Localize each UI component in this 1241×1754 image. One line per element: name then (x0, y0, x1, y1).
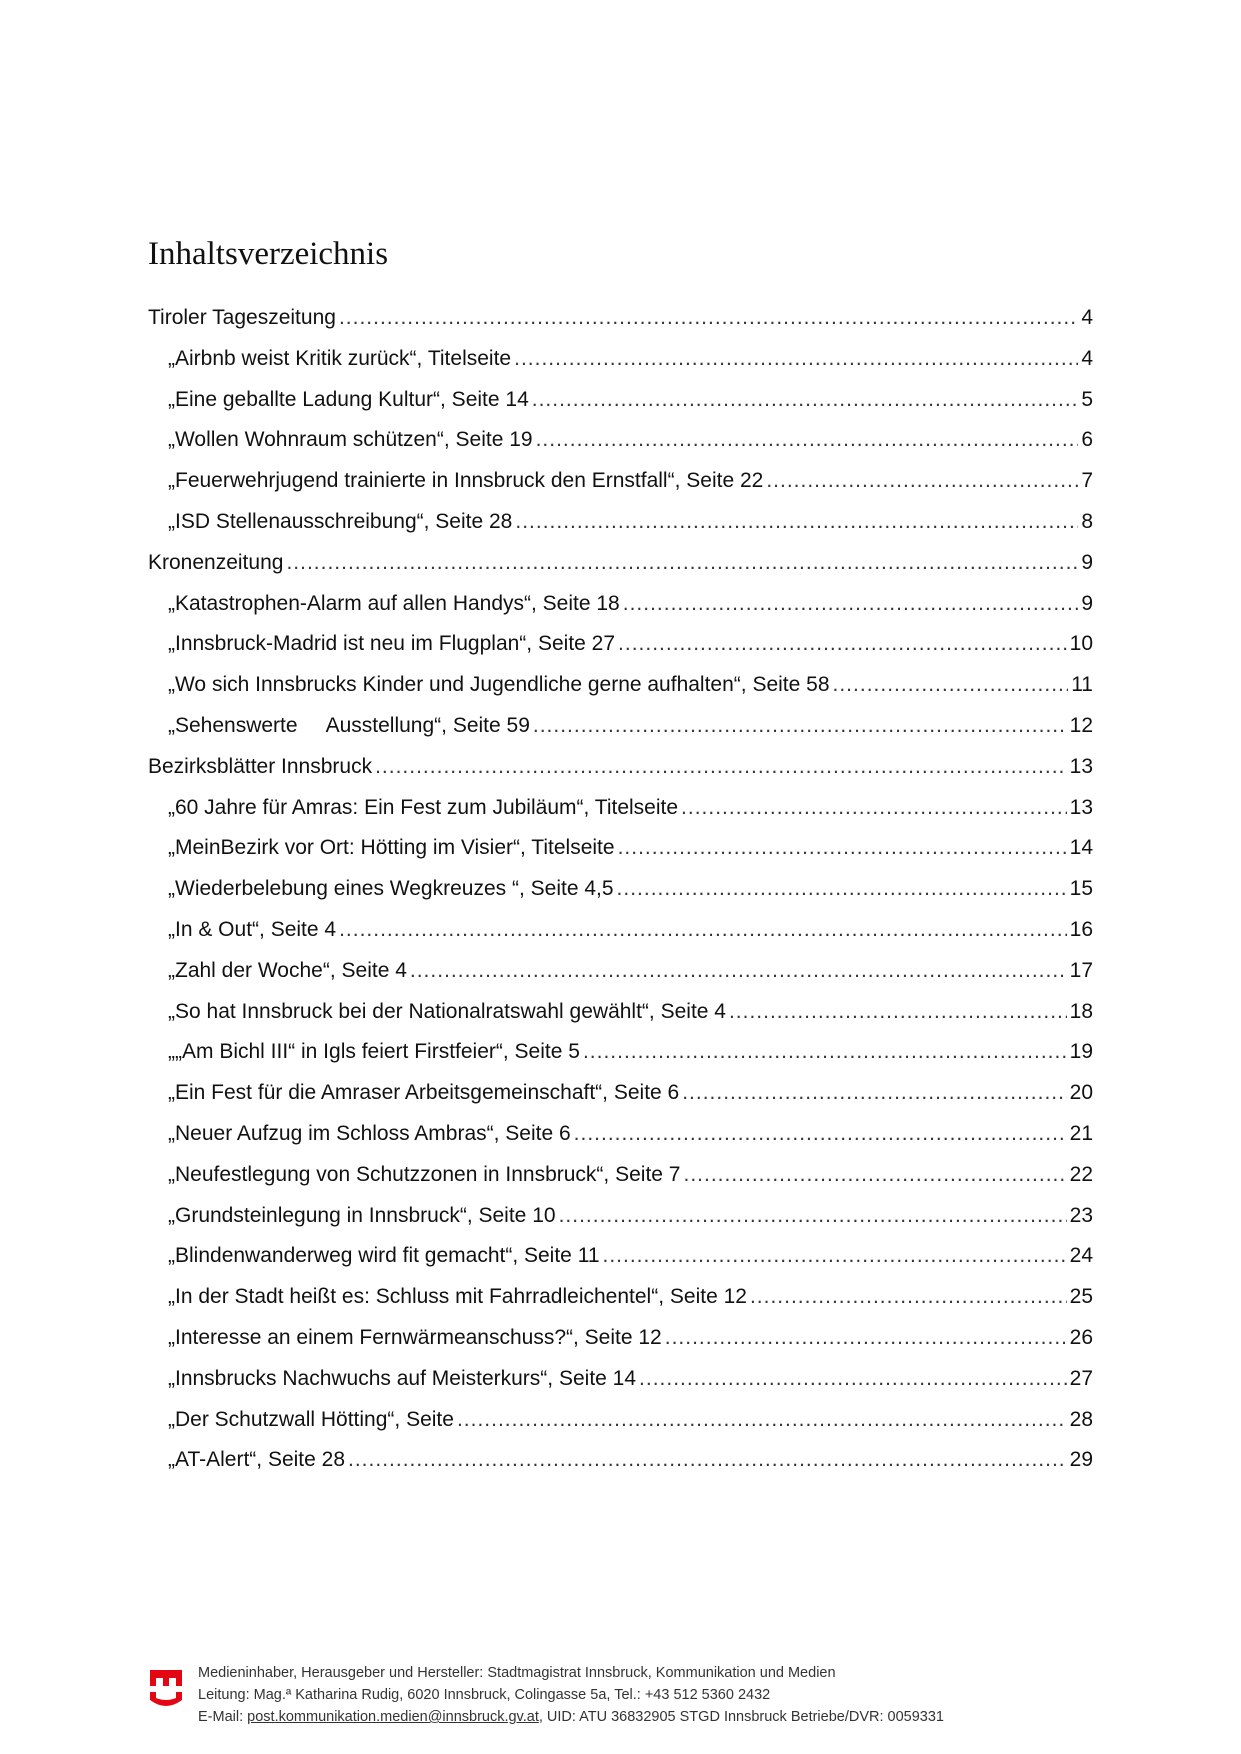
page-title: Inhaltsverzeichnis (148, 236, 389, 272)
dot-leader (514, 347, 1078, 371)
toc-article-entry[interactable] (148, 1408, 1093, 1449)
toc-page-number: 26 (1069, 1325, 1093, 1349)
toc-article-entry[interactable] (148, 836, 1093, 877)
toc-entry-label: „Zahl der Woche“, Seite 4 (168, 958, 407, 982)
toc-entry-label: „Wiederbelebung eines Wegkreuzes “, Seite 4,5 (168, 877, 614, 901)
toc-entry-label: „Neuer Aufzug im Schloss Ambras“, Seite 6 (168, 1121, 571, 1145)
toc-page-number: 16 (1069, 917, 1093, 941)
toc-article-entry[interactable] (148, 632, 1093, 673)
dot-leader (457, 1408, 1067, 1432)
dot-leader (348, 1448, 1067, 1472)
dot-leader (515, 510, 1078, 534)
toc-entry-label: „Katastrophen-Alarm auf allen Handys“, Seite 18 (168, 591, 620, 615)
toc-entry-label: „Der Schutzwall Hötting“, Seite (168, 1407, 454, 1431)
toc-page-number: 4 (1081, 306, 1093, 329)
toc-entry-label: „Neufestlegung von Schutzzonen in Innsbruck“, Seite 7 (168, 1162, 681, 1186)
dot-leader (639, 1367, 1067, 1391)
toc-article-entry[interactable] (148, 1040, 1093, 1081)
toc-entry-label: „Sehenswerte Ausstellung“, Seite 59 (168, 713, 530, 737)
dot-leader (603, 1244, 1067, 1268)
dot-leader (533, 714, 1067, 738)
footer-contact: E-Mail: post.kommunikation.medien@innsbruck.gv.at, UID: ATU 36832905 STGD Innsbruck Betriebe/DVR: 0059331 (198, 1709, 944, 1725)
toc-page-number: 6 (1081, 428, 1093, 452)
toc-article-entry[interactable] (148, 1285, 1093, 1326)
toc-page-number: 23 (1069, 1203, 1093, 1227)
toc-article-entry[interactable] (148, 1367, 1093, 1408)
toc-article-entry[interactable] (148, 592, 1093, 633)
toc-section-entry[interactable] (148, 551, 1093, 592)
toc-article-entry[interactable] (148, 959, 1093, 1000)
dot-leader (681, 796, 1067, 820)
toc-page-number: 9 (1081, 550, 1093, 574)
toc-entry-label: „Eine geballte Ladung Kultur“, Seite 14 (168, 387, 529, 411)
toc-article-entry[interactable] (148, 1326, 1093, 1367)
toc-entry-label: „Feuerwehrjugend trainierte in Innsbruck den Ernstfall“, Seite 22 (168, 469, 764, 493)
toc-article-entry[interactable] (148, 1448, 1093, 1489)
toc-page-number: 22 (1069, 1162, 1093, 1186)
dot-leader (683, 1163, 1066, 1187)
toc-page-number: 18 (1069, 999, 1093, 1023)
dot-leader (536, 428, 1079, 452)
dot-leader (750, 1285, 1067, 1309)
toc-entry-label: „Interesse an einem Fernwärmeanschuss?“, Seite 12 (168, 1325, 662, 1349)
email-link[interactable]: post.kommunikation.medien@innsbruck.gv.at (247, 1709, 539, 1725)
toc-entry-label: „Wo sich Innsbrucks Kinder und Jugendliche gerne aufhalten“, Seite 58 (168, 673, 830, 697)
toc-page-number: 14 (1069, 836, 1093, 860)
dot-leader (286, 551, 1078, 575)
toc-article-entry[interactable] (148, 918, 1093, 959)
toc-entry-label: „„Am Bichl III“ in Igls feiert Firstfeier“, Seite 5 (168, 1040, 580, 1064)
dot-leader (623, 592, 1079, 616)
toc-article-entry[interactable] (148, 673, 1093, 714)
toc-article-entry[interactable] (148, 510, 1093, 551)
innsbruck-logo-icon (150, 1668, 182, 1712)
toc-entry-label: „60 Jahre für Amras: Ein Fest zum Jubiläum“, Titelseite (168, 795, 679, 819)
footer-publisher: Medieninhaber, Herausgeber und Hersteller: Stadtmagistrat Innsbruck, Kommunikation und Medien (198, 1665, 836, 1681)
toc-article-entry[interactable] (148, 1081, 1093, 1122)
toc-section-entry[interactable] (148, 755, 1093, 796)
toc-page-number: 13 (1069, 795, 1093, 819)
toc-article-entry[interactable] (148, 1122, 1093, 1163)
toc-entry-label: Bezirksblätter Innsbruck (148, 754, 373, 778)
toc-entry-label: „So hat Innsbruck bei der Nationalratswahl gewählt“, Seite 4 (168, 999, 726, 1023)
toc-page-number: 27 (1069, 1366, 1093, 1390)
toc-entry-label: Tiroler Tageszeitung (148, 306, 336, 329)
toc-entry-label: „ISD Stellenausschreibung“, Seite 28 (168, 509, 513, 533)
toc-page-number: 25 (1069, 1285, 1093, 1309)
toc-article-entry[interactable] (148, 428, 1093, 469)
toc-page-number: 24 (1069, 1244, 1093, 1268)
footer (150, 1662, 944, 1728)
toc-page-number: 11 (1071, 673, 1093, 697)
toc-page-number: 20 (1069, 1081, 1093, 1105)
footer-management: Leitung: Mag.ª Katharina Rudig, 6020 Innsbruck, Colingasse 5a, Tel.: +43 512 5360 2432 (198, 1687, 771, 1703)
toc-entry-label: „Grundsteinlegung in Innsbruck“, Seite 10 (168, 1203, 556, 1227)
toc-article-entry[interactable] (148, 796, 1093, 837)
toc-section-entry[interactable] (148, 306, 1093, 347)
toc-entry-label: „Wollen Wohnraum schützen“, Seite 19 (168, 428, 533, 452)
toc-article-entry[interactable] (148, 1244, 1093, 1285)
dot-leader (766, 469, 1078, 493)
dot-leader (339, 306, 1078, 330)
toc-page-number: 21 (1069, 1121, 1093, 1145)
toc-entry-label: Kronenzeitung (148, 550, 284, 574)
toc-article-entry[interactable] (148, 469, 1093, 510)
toc-article-entry[interactable] (148, 1204, 1093, 1245)
toc-page-number: 28 (1069, 1407, 1093, 1431)
dot-leader (618, 836, 1067, 860)
dot-leader (682, 1081, 1066, 1105)
toc-entry-label: „Blindenwanderweg wird fit gemacht“, Seite 11 (168, 1244, 600, 1268)
dot-leader (833, 673, 1069, 697)
toc-page-number: 17 (1069, 958, 1093, 982)
dot-leader (339, 918, 1067, 942)
dot-leader (617, 877, 1067, 901)
toc-page-number: 12 (1069, 713, 1093, 737)
toc-page-number: 10 (1069, 632, 1093, 656)
toc-article-entry[interactable] (148, 714, 1093, 755)
toc-article-entry[interactable] (148, 1000, 1093, 1041)
dot-leader (665, 1326, 1067, 1350)
dot-leader (729, 1000, 1067, 1024)
toc-entry-label: „Innsbrucks Nachwuchs auf Meisterkurs“, Seite 14 (168, 1366, 637, 1390)
dot-leader (559, 1204, 1067, 1228)
toc-page-number: 19 (1069, 1040, 1093, 1064)
dot-leader (410, 959, 1067, 983)
toc-page-number: 29 (1069, 1448, 1093, 1472)
toc-page-number: 7 (1081, 469, 1093, 493)
toc-article-entry[interactable] (148, 1163, 1093, 1204)
toc-entry-label: „AT-Alert“, Seite 28 (168, 1448, 346, 1472)
toc-page-number: 9 (1081, 591, 1093, 615)
dot-leader (574, 1122, 1067, 1146)
toc-entry-label: „Ein Fest für die Amraser Arbeitsgemeinschaft“, Seite 6 (168, 1081, 680, 1105)
toc-entry-label: „Airbnb weist Kritik zurück“, Titelseite (168, 346, 512, 370)
toc-entry-label: „In der Stadt heißt es: Schluss mit Fahrradleichentel“, Seite 12 (168, 1285, 747, 1309)
toc-page-number: 4 (1081, 346, 1093, 370)
toc-article-entry[interactable] (148, 347, 1093, 388)
dot-leader (375, 755, 1067, 779)
table-of-contents (148, 306, 1093, 1489)
toc-entry-label: „In & Out“, Seite 4 (168, 917, 337, 941)
dot-leader (532, 388, 1079, 412)
toc-page-number: 5 (1081, 387, 1093, 411)
toc-page-number: 13 (1069, 754, 1093, 778)
toc-page-number: 8 (1081, 509, 1093, 533)
dot-leader (583, 1040, 1067, 1064)
toc-entry-label: „Innsbruck-Madrid ist neu im Flugplan“, Seite 27 (168, 632, 616, 656)
toc-article-entry[interactable] (148, 388, 1093, 429)
dot-leader (618, 632, 1067, 656)
toc-entry-label: „MeinBezirk vor Ort: Hötting im Visier“, Titelseite (168, 836, 615, 860)
toc-page-number: 15 (1069, 877, 1093, 901)
toc-article-entry[interactable] (148, 877, 1093, 918)
